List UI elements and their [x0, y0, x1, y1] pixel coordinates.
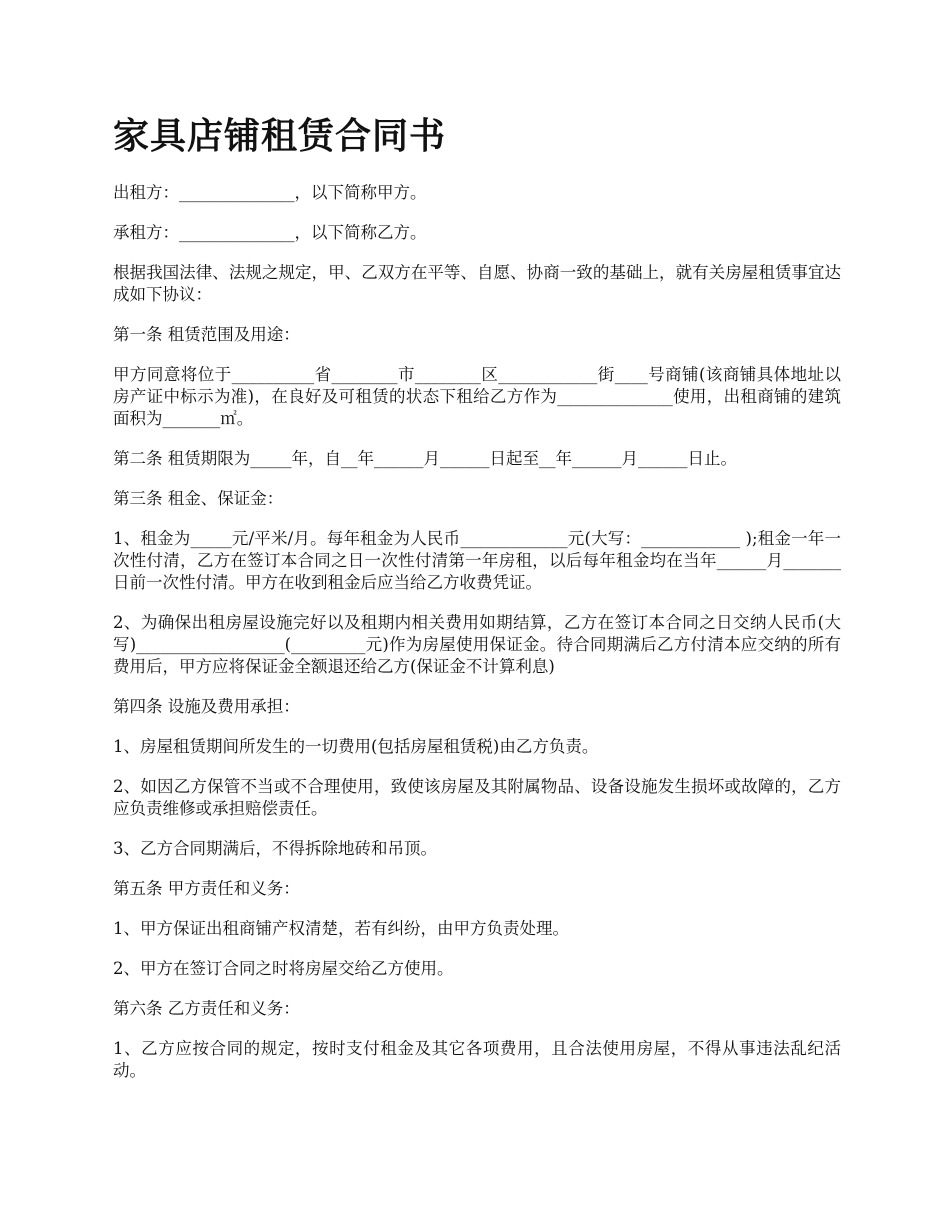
article-6-heading: 第六条 乙方责任和义务：	[113, 999, 300, 1018]
article-5-heading: 第五条 甲方责任和义务：	[113, 879, 300, 898]
article-5-clause-2: 2、甲方在签订合同之时将房屋交给乙方使用。	[113, 959, 454, 978]
article-3-clause-2: 2、为确保出租房屋设施完好以及租期内相关费用如期结算，乙方在签订本合同之日交纳人民币(大写)__________________(_________元)作为房屋使用保证金。待合同期满后乙方付清本应交纳的所有费用后，甲方应将保证金全额退还给乙方(保证金不计算利息)	[113, 613, 841, 676]
article-4-clause-3: 3、乙方合同期满后，不得拆除地砖和吊顶。	[113, 839, 437, 858]
article-1-body: 甲方同意将位于__________省________市________区____________街____号商铺(该商铺具体地址以房产证中标示为准)，在良好及可租赁的状态下租给乙方作为______________使用，出租商铺的建筑面积为_______㎡。	[113, 365, 841, 428]
article-6-clause-1: 1、乙方应按合同的规定，按时支付租金及其它各项费用，且合法使用房屋，不得从事违法乱纪活动。	[113, 1039, 841, 1080]
article-3-clause-1: 1、租金为_____元/平米/月。每年租金为人民币_____________元(大写：____________ );租金一年一次性付清，乙方在签订本合同之日一次性付清第一年房租，以后每年租金均在当年______月_______日前一次性付清。甲方在收到租金后应当给乙方收费凭证。	[113, 529, 841, 592]
article-3-heading: 第三条 租金、保证金：	[113, 489, 284, 508]
article-5-clause-1: 1、甲方保证出租商铺产权清楚，若有纠纷，由甲方负责处理。	[113, 919, 569, 938]
article-2-line: 第二条 租赁期限为_____年，自__年______月______日起至__年______月______日止。	[113, 449, 737, 468]
preamble-paragraph: 根据我国法律、法规之规定，甲、乙双方在平等、自愿、协商一致的基础上，就有关房屋租赁事宜达成如下协议：	[113, 263, 841, 304]
article-1-heading: 第一条 租赁范围及用途：	[113, 325, 300, 344]
document-title: 家具店铺租赁合同书	[113, 115, 447, 157]
lessee-line: 承租方：______________，以下简称乙方。	[113, 223, 427, 242]
lessor-line: 出租方：______________，以下简称甲方。	[113, 183, 427, 202]
document-page	[113, 112, 841, 1100]
article-4-clause-1: 1、房屋租赁期间所发生的一切费用(包括房屋租赁税)由乙方负责。	[113, 737, 599, 756]
article-4-clause-2: 2、如因乙方保管不当或不合理使用，致使该房屋及其附属物品、设备设施发生损坏或故障的，乙方应负责维修或承担赔偿责任。	[113, 777, 841, 818]
article-4-heading: 第四条 设施及费用承担：	[113, 697, 300, 716]
